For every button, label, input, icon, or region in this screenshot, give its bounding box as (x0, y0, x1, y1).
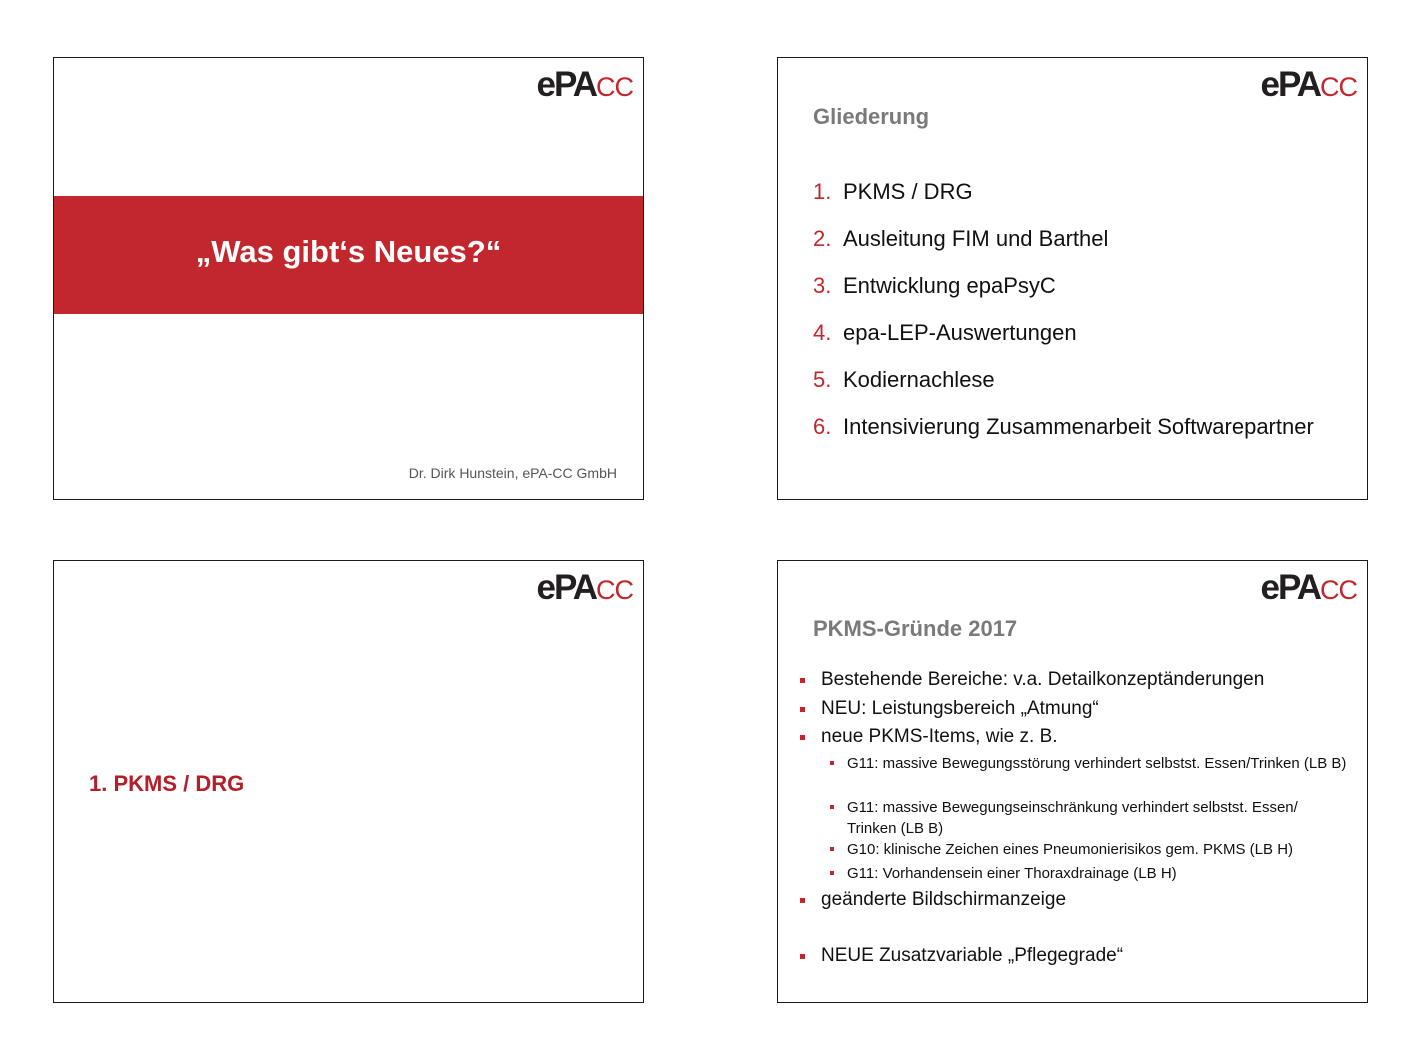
sub-bullet-marker (830, 805, 834, 809)
bullet-marker (800, 954, 805, 959)
epacc-logo (537, 570, 634, 605)
sub-bullet-marker (830, 761, 834, 765)
outline-item (813, 273, 1314, 320)
bullet-text: NEU: Leistungsbereich „Atmung“ (821, 698, 1099, 719)
outline-item-text: Kodiernachlese (843, 367, 995, 392)
sub-bullet-marker (830, 871, 834, 875)
bullet-item (800, 669, 1264, 691)
sub-bullet-item (830, 753, 1350, 774)
bullet-text: Bestehende Bereiche: v.a. Detailkonzeptänderungen (821, 669, 1265, 690)
outline-item (813, 367, 1314, 414)
sub-bullet-marker (830, 847, 834, 851)
bullet-marker (800, 678, 805, 683)
sub-bullet-text: G11: Vorhandensein einer Thoraxdrainage (LB H) (847, 865, 1177, 882)
bullet-item (800, 945, 1123, 967)
author-line: Dr. Dirk Hunstein, ePA-CC GmbH (408, 465, 617, 481)
outline-item (813, 226, 1314, 273)
logo-text-cc: CC (596, 575, 633, 605)
outline-item-number: 2. (813, 226, 832, 251)
epacc-logo (537, 67, 634, 102)
bullet-item (800, 889, 1066, 911)
outline-list (813, 179, 1314, 461)
outline-item-number: 5. (813, 367, 832, 392)
slide-4-title: PKMS-Gründe 2017 (813, 616, 1018, 641)
logo-text-epa: ePA (1260, 568, 1320, 607)
outline-item (813, 414, 1314, 461)
outline-item (813, 320, 1314, 367)
bullet-marker (800, 735, 805, 740)
sub-bullet-text: G11: massive Bewegungsstörung verhindert selbstst. Essen/Trinken (LB B) (847, 755, 1347, 772)
slide-2 (777, 57, 1368, 500)
slide-2-title: Gliederung (813, 104, 930, 129)
outline-item-number: 6. (813, 414, 832, 439)
logo-text-epa: ePA (1260, 65, 1320, 104)
epacc-logo (1261, 67, 1358, 102)
sub-bullet-text: G10: klinische Zeichen eines Pneumonierisikos gem. PKMS (LB H) (847, 841, 1294, 858)
outline-item-number: 4. (813, 320, 832, 345)
bullet-item (800, 726, 1058, 748)
outline-item-text: PKMS / DRG (843, 179, 973, 204)
sub-bullet-item (830, 863, 1350, 884)
slide-1-title: „Was gibt‘s Neues?“ (195, 234, 502, 269)
bullet-marker (800, 707, 805, 712)
bullet-item (800, 698, 1099, 720)
outline-item-text: Intensivierung Zusammenarbeit Softwarepartner (843, 414, 1314, 439)
sub-bullet-item (830, 797, 1350, 839)
bullet-text: geänderte Bildschirmanzeige (821, 889, 1067, 910)
outline-item (813, 179, 1314, 226)
section-title: 1. PKMS / DRG (89, 771, 245, 796)
logo-text-epa: ePA (536, 65, 596, 104)
outline-item-text: Ausleitung FIM und Barthel (843, 226, 1109, 251)
logo-text-cc: CC (596, 72, 633, 102)
logo-text-cc: CC (1320, 575, 1357, 605)
slide-1 (53, 57, 644, 500)
outline-item-number: 1. (813, 179, 832, 204)
outline-item-text: epa-LEP-Auswertungen (843, 320, 1077, 345)
slide-3 (53, 560, 644, 1003)
sub-bullet-item (830, 839, 1350, 860)
slide-4 (777, 560, 1368, 1003)
logo-text-cc: CC (1320, 72, 1357, 102)
logo-text-epa: ePA (536, 568, 596, 607)
epacc-logo (1261, 570, 1358, 605)
bullet-text: NEUE Zusatzvariable „Pflegegrade“ (821, 945, 1124, 966)
bullet-text: neue PKMS-Items, wie z. B. (821, 726, 1058, 747)
outline-item-text: Entwicklung epaPsyC (843, 273, 1056, 298)
title-band (54, 196, 643, 314)
sub-bullet-text: G11: massive Bewegungseinschränkung verhindert selbstst. Essen/ Trinken (LB B) (847, 799, 1298, 837)
bullet-marker (800, 898, 805, 903)
outline-item-number: 3. (813, 273, 832, 298)
